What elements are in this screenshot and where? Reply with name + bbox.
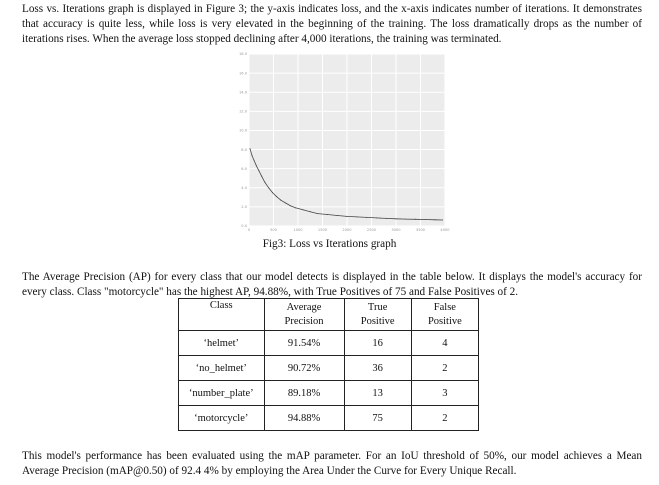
loss-point (249, 148, 250, 149)
loss-paragraph: Loss vs. Iterations graph is displayed in Figure 3; the y-axis indicates loss, and the x-axis indicates number of iterations. It demonstrates that accuracy is quite less, while loss is very elevated in the beginning of the training. The loss dramatically drops as the number of iterations rises. When the average loss stopped declining after 4,000 iterations, the training was terminated. (22, 3, 642, 45)
header-class-label: Class (209, 300, 233, 311)
loss-chart (229, 52, 450, 238)
x-tick-label: 4000 (440, 228, 450, 232)
loss-point (405, 219, 406, 220)
cell-tp: 36 (344, 356, 411, 381)
loss-point (347, 216, 348, 217)
loss-point (442, 219, 443, 220)
cell-class: ‘number_plate’ (179, 381, 265, 406)
cell-ap: 94.88% (264, 406, 344, 431)
loss-point (376, 217, 377, 218)
header-ap-line2: Precision (284, 315, 324, 327)
loss-point (256, 165, 257, 166)
loss-point (310, 211, 311, 212)
loss-point (276, 196, 277, 197)
loss-point (337, 215, 338, 216)
loss-point (415, 219, 416, 220)
loss-point (356, 216, 357, 217)
y-tick-label: 2.0 (241, 205, 247, 210)
x-tick-label: 2000 (342, 228, 352, 232)
loss-point (435, 219, 436, 220)
table-row (179, 406, 479, 431)
loss-point (253, 160, 254, 161)
cell-ap: 89.18% (264, 381, 344, 406)
header-tp (344, 299, 411, 331)
cell-class: ‘no_helmet’ (179, 356, 265, 381)
x-tick-label: 3000 (391, 228, 401, 232)
loss-point (317, 213, 318, 214)
y-tick-label: 6.0 (241, 166, 247, 171)
cell-fp: 2 (411, 356, 478, 381)
loss-point (386, 218, 387, 219)
y-tick-label: 4.0 (241, 185, 247, 190)
loss-point (251, 155, 252, 156)
loss-point (295, 207, 296, 208)
table-header-row (179, 299, 479, 331)
loss-point (264, 182, 265, 183)
x-tick-label: 2500 (366, 228, 377, 232)
loss-point (290, 205, 291, 206)
x-tick-label: 500 (270, 228, 277, 232)
loss-point (302, 209, 303, 210)
header-fp-line1: False (433, 301, 456, 313)
cell-fp: 2 (411, 406, 478, 431)
header-fp-line2: Positive (427, 315, 462, 327)
loss-point (396, 218, 397, 219)
loss-point (268, 187, 269, 188)
table-row (179, 331, 479, 356)
cell-tp: 75 (344, 406, 411, 431)
ap-paragraph: The Average Precision (AP) for every class that our model detects is displayed in the table below. It displays the model's accuracy for every class. Class "motorcycle" has the highest AP, 94.88%, with True Positives of 75 and False Positives of 2. (22, 271, 642, 298)
map-paragraph: This model's performance has been evaluated using the mAP parameter. For an IoU threshold of 50%, our model achieves a Mean Average Precision (mAP@0.50) of 92.4 4% by employing the Area Under the Curve for Every Unique Recall. (22, 450, 642, 477)
table-row (179, 356, 479, 381)
y-tick-label: 10.0 (238, 128, 247, 133)
header-fp (411, 299, 478, 331)
cell-fp: 4 (411, 331, 478, 356)
loss-point (258, 170, 259, 171)
header-ap-line1: Average (286, 301, 322, 313)
loss-point (285, 203, 286, 204)
header-class (179, 299, 265, 331)
cell-tp: 16 (344, 331, 411, 356)
header-tp-line1: True (367, 301, 388, 313)
cell-fp: 3 (411, 381, 478, 406)
loss-figure (229, 52, 450, 238)
y-tick-label: 0.0 (241, 224, 247, 229)
header-ap (264, 299, 344, 331)
loss-point (366, 217, 367, 218)
cell-ap: 91.54% (264, 331, 344, 356)
x-tick-label: 1500 (317, 228, 328, 232)
loss-point (280, 200, 281, 201)
x-tick-label: 1000 (293, 228, 303, 232)
x-tick-label: 0 (247, 228, 251, 232)
loss-point (327, 214, 328, 215)
loss-point (261, 176, 262, 177)
cell-class: ‘motorcycle’ (179, 406, 265, 431)
cell-tp: 13 (344, 381, 411, 406)
table-row (179, 381, 479, 406)
y-tick-label: 14.0 (238, 90, 247, 95)
y-tick-label: 8.0 (241, 147, 247, 152)
loss-point (272, 192, 273, 193)
y-tick-label: 18.0 (238, 52, 247, 57)
cell-class: ‘helmet’ (179, 331, 265, 356)
cell-ap: 90.72% (264, 356, 344, 381)
loss-point (425, 219, 426, 220)
y-tick-label: 16.0 (238, 71, 247, 76)
header-tp-line2: Positive (360, 315, 395, 327)
y-tick-label: 12.0 (238, 109, 247, 114)
ap-table (178, 298, 479, 431)
figure-caption: Fig3: Loss vs Iterations graph (262, 238, 397, 250)
x-tick-label: 3500 (415, 228, 426, 232)
